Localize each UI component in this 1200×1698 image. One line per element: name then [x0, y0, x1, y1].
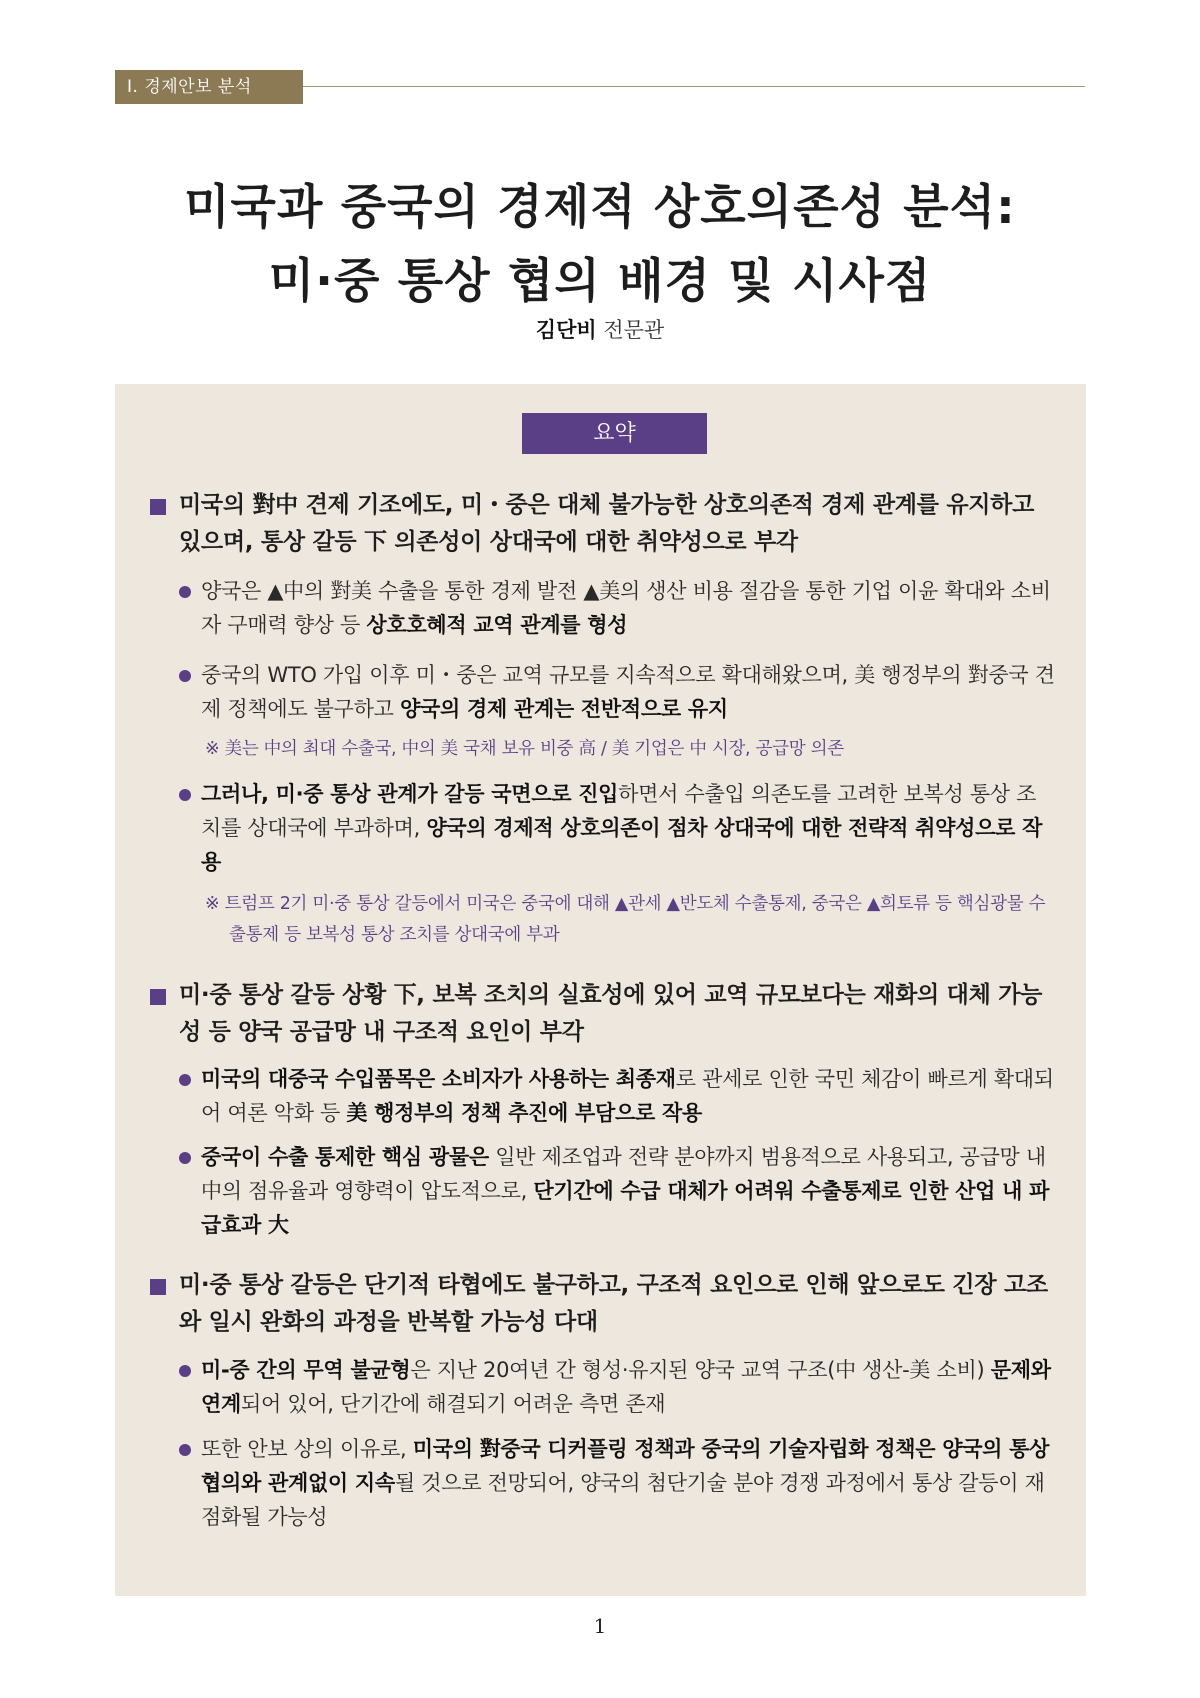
circle-bullet-icon: [179, 1152, 191, 1164]
item-text: 일반 제조업과 전략 분야까지 범용적으로 사용되고, 공급망 내 中의 점유율과 영향력이 압도적으로,: [201, 1145, 1046, 1203]
item-bold: 양국의 경제적 상호의존이 점차 상대국에 대한 전략적 취약성으로 작용: [201, 816, 1043, 874]
summary-item: [149, 658, 1055, 726]
header-divider: [303, 86, 1085, 87]
item-text: 또한 안보 상의 이유로,: [201, 1437, 413, 1461]
page-title-line2: 미·중 통상 협의 배경 및 시사점: [268, 254, 932, 309]
heading-text: 미국의 對中 견제 기조에도, 미・중은 대체 불가능한 상호의존적 경제 관계를 유지하고 있으며, 통상 갈등 下 의존성이 상대국에 대한 취약성으로 부각: [179, 492, 1034, 555]
square-bullet-icon: [150, 989, 166, 1005]
summary-badge: 요약: [522, 413, 707, 454]
item-bold: 미국의 對중국 디커플링 정책과 중국의 기술자립화 정책은 양국의 통상 협의와 관계없이 지속: [201, 1437, 1050, 1495]
summary-item: [149, 1432, 1055, 1534]
summary-content: [149, 487, 1055, 1534]
item-text: 로 관세로 인한 국민 체감이 빠르게 확대되어 여론 악화 등: [201, 1067, 1054, 1125]
item-text: 양국은 ▲中의 對美 수출을 통한 경제 발전 ▲美의 생산 비용 절감을 통한 기업 이윤 확대와 소비자 구매력 향상 등: [201, 579, 1051, 637]
summary-heading-3: [149, 1267, 1055, 1341]
item-text: 하면서 수출입 의존도를 고려한 보복성 통상 조치를 상대국에 부과하며,: [201, 782, 1037, 840]
item-bold: 미-중 간의 무역 불균형: [201, 1358, 411, 1382]
summary-item: [149, 1062, 1055, 1130]
summary-heading-2: [149, 977, 1055, 1051]
item-bold: 중국이 수출 통제한 핵심 광물은: [201, 1145, 489, 1169]
circle-bullet-icon: [179, 586, 191, 598]
item-bold: 상호호혜적 교역 관계를 형성: [366, 613, 628, 637]
author-role: 전문관: [603, 318, 665, 342]
item-bold: 문제와 연계: [201, 1358, 1051, 1416]
page-number: 1: [593, 1614, 607, 1638]
author-line: [0, 314, 1200, 344]
item-bold: 양국의 경제 관계는 전반적으로 유지: [400, 697, 728, 721]
item-text: 되어 있어, 단기간에 해결되기 어려운 측면 존재: [240, 1392, 666, 1416]
summary-heading-1: [149, 487, 1055, 561]
item-bold: 그러나, 미·중 통상 관계가 갈등 국면으로 진입: [201, 782, 619, 806]
circle-bullet-icon: [179, 670, 191, 682]
summary-item: [149, 1140, 1055, 1242]
circle-bullet-icon: [179, 1444, 191, 1456]
circle-bullet-icon: [179, 1074, 191, 1086]
square-bullet-icon: [150, 499, 166, 515]
heading-text: 미·중 통상 갈등은 단기적 타협에도 불구하고, 구조적 요인으로 인해 앞으로도 긴장 고조와 일시 완화의 과정을 반복할 가능성 다대: [179, 1272, 1048, 1335]
author-name: 김단비: [535, 318, 597, 342]
item-text: 중국의 WTO 가입 이후 미・중은 교역 규모를 지속적으로 확대해왔으며, 美 행정부의 對중국 견제 정책에도 불구하고: [201, 663, 1055, 721]
square-bullet-icon: [150, 1279, 166, 1295]
item-text: 될 것으로 전망되어, 양국의 첨단기술 분야 경쟁 과정에서 통상 갈등이 재점화될 가능성: [201, 1471, 1045, 1529]
summary-item: [149, 777, 1055, 879]
summary-box: [115, 384, 1086, 1596]
item-text: 은 지난 20여년 간 형성·유지된 양국 교역 구조(中 생산-美 소비): [410, 1358, 991, 1382]
summary-note: ※ 美는 中의 최대 수출국, 中의 美 국채 보유 비중 高 / 美 기업은 中 시장, 공급망 의존: [205, 739, 844, 759]
item-bold: 미국의 대중국 수입품목은 소비자가 사용하는 최종재: [201, 1067, 676, 1091]
circle-bullet-icon: [179, 789, 191, 801]
item-bold: 단기간에 수급 대체가 어려워 수출통제로 인한 산업 내 파급효과 大: [201, 1179, 1050, 1237]
summary-item: [149, 1353, 1055, 1421]
circle-bullet-icon: [179, 1365, 191, 1377]
summary-item: [149, 574, 1055, 642]
section-tag: Ⅰ. 경제안보 분석: [115, 70, 303, 104]
item-bold: 美 행정부의 정책 추진에 부담으로 작용: [346, 1101, 702, 1125]
heading-text: 미·중 통상 갈등 상황 下, 보복 조치의 실효성에 있어 교역 규모보다는 재화의 대체 가능성 등 양국 공급망 내 구조적 요인이 부각: [179, 982, 1043, 1045]
summary-note: ※ 트럼프 2기 미·중 통상 갈등에서 미국은 중국에 대해 ▲관세 ▲반도체 수출통제, 중국은 ▲희토류 등 핵심광물 수출통제 등 보복성 통상 조치를 상대국에 부과: [205, 894, 1046, 945]
page-title-line1: 미국과 중국의 경제적 상호의존성 분석:: [184, 180, 1016, 235]
